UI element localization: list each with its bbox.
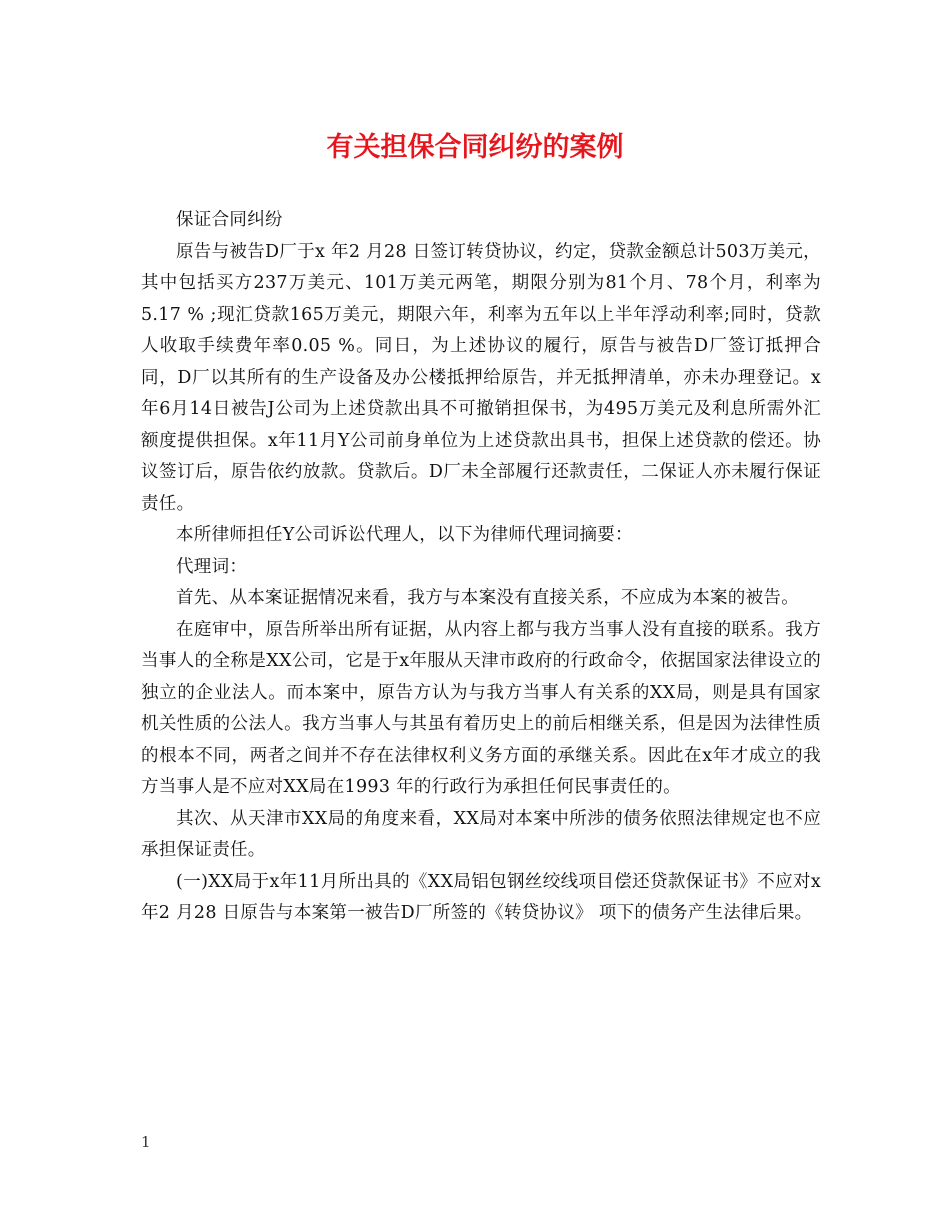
document-body	[141, 205, 821, 930]
paragraph-case-facts: 原告与被告D厂于x 年2 月28 日签订转贷协议，约定，贷款金额总计503万美元，其中包括买方237万美元、101万美元两笔，期限分别为81个月、78个月，利率为5.17 % ;现汇贷款165万美元，期限六年，利率为五年以上半年浮动利率;同时，贷款人收取手续费年率0.05 %。同日，为上述协议的履行，原告与被告D厂签订抵押合同，D厂以其所有的生产设备及办公楼抵押给原告，并无抵押清单，亦未办理登记。x年6月14日被告J公司为上述贷款出具不可撤销担保书，为495万美元及利息所需外汇额度提供担保。x年11月Y公司前身单位为上述贷款出具书，担保上述贷款的偿还。协议签订后，原告依约放款。贷款后。D厂未全部履行还款责任，二保证人亦未履行保证责任。	[141, 241, 821, 514]
paragraph-second-point: 其次、从天津市XX局的角度来看，XX局对本案中所涉的债务依照法律规定也不应承担保证责任。	[141, 808, 821, 860]
paragraph-first-point: 首先、从本案证据情况来看，我方与本案没有直接关系，不应成为本案的被告。	[176, 588, 799, 608]
paragraph-statement-label: 代理词：	[176, 556, 248, 577]
document-title: 有关担保合同纠纷的案例	[326, 132, 624, 163]
paragraph-guarantee-letter: (一)XX局于x年11月所出具的《XX局铝包钢丝绞线项目偿还贷款保证书》不应对x 年2 月28 日原告与本案第一被告D厂所签的《转贷协议》 项下的债务产生法律后果。	[141, 871, 821, 923]
page-number: 1	[141, 1133, 151, 1151]
paragraph-lawyer-intro: 本所律师担任Y公司诉讼代理人，以下为律师代理词摘要：	[176, 525, 633, 545]
paragraph-trial-evidence: 在庭审中，原告所举出所有证据，从内容上都与我方当事人没有直接的联系。我方当事人的全称是XX公司，它是于x年服从天津市政府的行政命令，依据国家法律设立的独立的企业法人。而本案中，原告方认为与我方当事人有关系的XX局，则是具有国家机关性质的公法人。我方当事人与其虽有着历史上的前后相继关系，但是因为法律性质的根本不同，两者之间并不存在法律权利义务方面的承继关系。因此在x年才成立的我方当事人是不应对XX局在1993 年的行政行为承担任何民事责任的。	[141, 619, 821, 797]
paragraph-heading: 保证合同纠纷	[176, 210, 283, 230]
